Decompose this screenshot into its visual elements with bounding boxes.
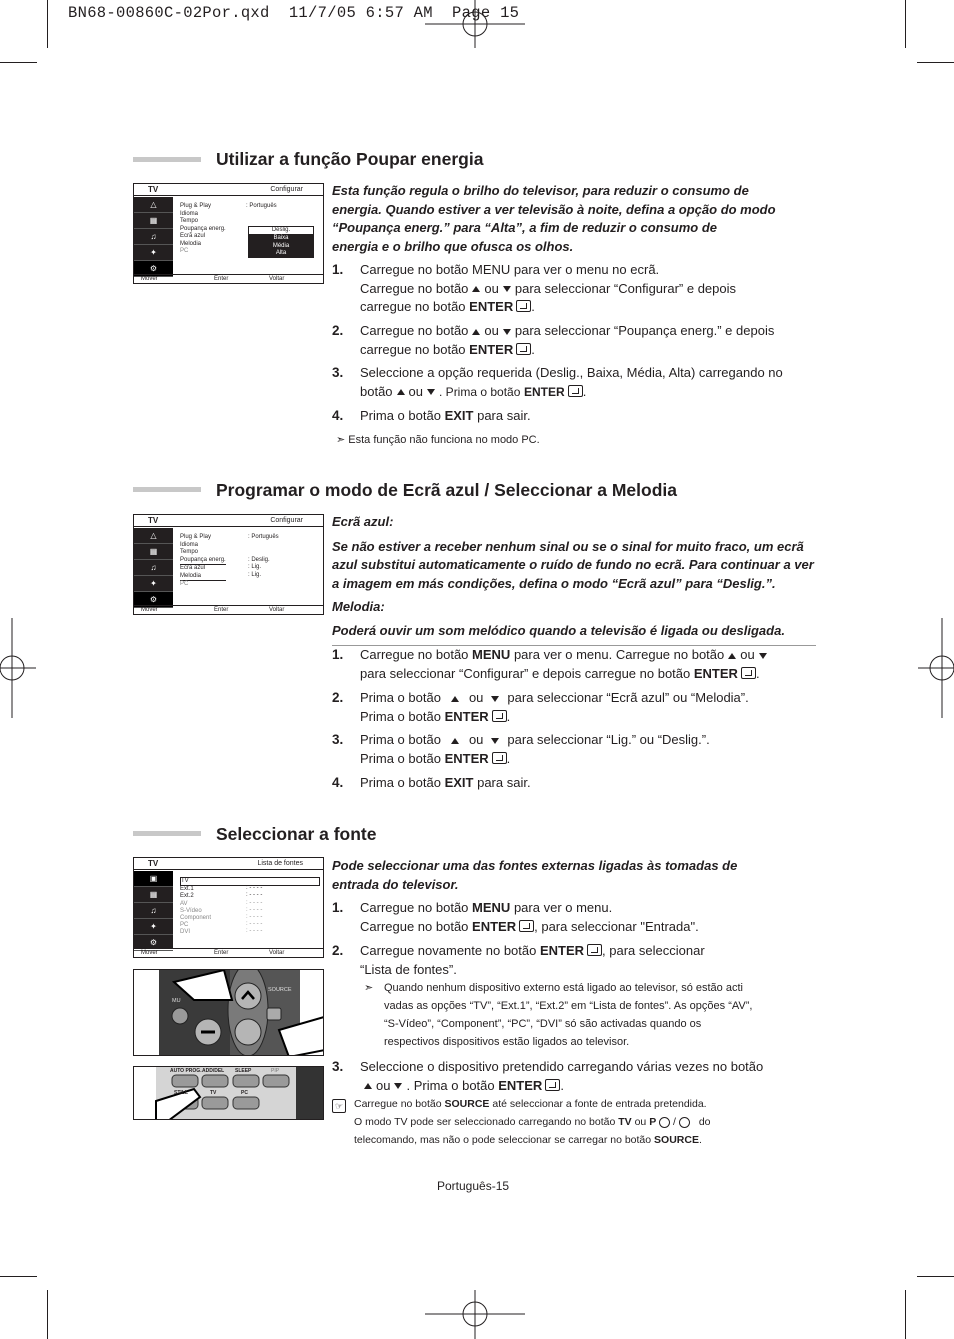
ecra-label: Ecrã azul: [332,514,394,529]
registration-mark-left [0,618,40,718]
osd-enter-hint: Enter [214,607,229,613]
enter-icon [516,343,531,355]
registration-mark-right [914,618,954,718]
osd-move-hint: Mover [141,276,158,282]
note-arrow-icon: ➣ [364,982,374,994]
osd-option: Média [248,243,314,251]
osd-value: : Português [246,203,277,209]
enter-icon [545,1079,560,1091]
osd-enter-hint: Enter [214,950,229,956]
button-label: PIP [271,1068,280,1074]
down-arrow-icon [759,653,767,659]
section-title: Seleccionar a fonte [216,824,377,844]
setup-icon: ⚙ [134,592,173,608]
picture-icon: ▦ [134,213,173,229]
button-label: PC [241,1090,248,1096]
osd-item: PC [180,248,189,254]
osd-item: PC [180,922,189,929]
enter-icon [519,920,534,932]
osd-value: : - - - - [246,892,263,899]
enter-icon [492,710,507,722]
channel-up-icon [659,1117,670,1128]
remote-control-image [133,969,324,1056]
step-3: 3. Prima o botão ou para seleccionar “Lig.” ou “Deslig.”. Prima o botão ENTER . [332,732,710,766]
setup-icon: ⚙ [134,935,173,951]
osd-item: Ecrã azul [180,233,206,239]
down-arrow-icon [491,696,499,702]
osd-source-list-screen [133,857,324,958]
button-label: TV [210,1090,217,1096]
registration-mark-bottom [425,1290,535,1339]
section-title: Utilizar a função Poupar energia [216,149,484,169]
enter-icon [568,385,583,397]
note-arrow-icon: ➣ [336,434,346,446]
down-arrow-icon [394,1083,402,1089]
osd-value: : - - - - [246,914,263,921]
step-2: 2. Carregue novamente no botão ENTER , para seleccionar “Lista de fontes”. [332,943,705,977]
osd-item: Plug & Play [180,534,212,540]
osd-tv-label: TV [148,516,159,525]
osd-item: Poupança energ. [180,556,226,563]
picture-icon: ▦ [134,887,173,903]
channel-icon: ✦ [134,576,173,592]
section-bar [133,157,201,162]
osd-tv-label: TV [148,185,159,194]
button-label: AUTO PROG. [170,1068,202,1074]
osd-value: : - - - - [246,899,263,906]
intro-line: Esta função regula o brilho do televisor, para reduzir o consumo de [332,183,749,198]
up-arrow-icon [397,389,405,395]
osd-item-selected: TV [180,877,320,886]
channel-icon: ✦ [134,919,173,935]
osd-item: Tempo [180,549,199,555]
osd-move-hint: Mover [141,607,158,613]
step-4: 4. Prima o botão EXIT para sair. [332,775,531,790]
osd-value: : - - - - [246,906,263,913]
osd-title: Configurar [270,517,303,524]
osd-item: Melodia [180,573,226,582]
osd-item: S-Vídeo [180,907,202,914]
remote-control-image [133,1066,324,1120]
input-icon: ▣ [134,871,173,887]
osd-return-hint: Voltar [269,276,285,282]
down-arrow-icon [491,738,499,744]
file-header: BN68-00860C-02Por.qxd 11/7/05 6:57 AM Page 15 [68,4,520,22]
section-title: Programar o modo de Ecrã azul / Seleccionar a Melodia [216,480,677,500]
osd-item: Idioma [180,210,199,217]
remote-control-illustration [134,1067,324,1120]
button-label: STILL [174,1090,188,1096]
up-arrow-icon [451,738,459,744]
osd-option: Alta [248,250,314,258]
osd-configurar-screen [133,514,324,615]
enter-icon [587,944,602,956]
section-bar [133,487,201,492]
up-arrow-icon [472,286,480,292]
antenna-icon: △ [134,197,173,213]
step-2: 2. Carregue no botão ou para seleccionar “Poupança energ.” e depois carregue no botão ENTER . [332,323,775,357]
note-hand-icon: ☞ [332,1099,346,1113]
osd-item: PC [180,581,189,587]
osd-item: Melodia [180,240,202,247]
channel-down-icon [679,1117,690,1128]
down-arrow-icon [503,329,511,335]
intro-line: “Poupança energ.” para “Alta”, a fim de reduzir o consumo de [332,220,718,235]
up-arrow-icon [472,329,480,335]
button-label: ADD/DEL [202,1068,225,1074]
step-3: 3. Seleccione o dispositivo pretendido carregando várias vezes no botão ou . Prima o botão ENTER . [332,1059,764,1093]
osd-value: : Lig. [248,571,262,578]
osd-title: Configurar [270,186,303,193]
button-label: SLEEP [235,1068,252,1074]
down-arrow-icon [503,286,511,292]
melodia-label: Melodia: [332,599,385,614]
osd-return-hint: Voltar [269,607,285,613]
osd-item: Plug & Play [180,203,212,209]
up-arrow-icon [728,653,736,659]
osd-value: : - - - - [246,921,263,928]
up-arrow-icon [364,1083,372,1089]
osd-item: DVI [180,929,191,936]
osd-option-selected: Deslig. [248,226,314,236]
setup-icon: ⚙ [134,261,173,277]
osd-value: : Lig. [248,564,262,570]
step-4: 4. Prima o botão EXIT para sair. [332,408,531,423]
intro-line: entrada do televisor. [332,876,459,892]
step-3: 3. Seleccione a opção requerida (Deslig., Baixa, Média, Alta) carregando no botão ou . Prima o botão ENTER . [332,365,783,399]
remote-control-illustration [134,970,324,1056]
intro-line: energia. Quando estiver a ver televisão à noite, defina a opção do modo [332,201,776,217]
intro-line: energia e o brilho que ofusca os olhos. [332,238,574,254]
step-1: 1. Carregue no botão MENU para ver o menu. Carregue no botão ENTER , para seleccionar "Entrada". [332,900,699,934]
osd-title: Lista de fontes [257,860,303,867]
picture-icon: ▦ [134,544,173,560]
osd-tv-label: TV [148,859,159,868]
osd-value: : - - - - [246,885,263,892]
osd-enter-hint: Enter [214,276,229,282]
antenna-icon: △ [134,528,173,544]
section-bar [133,831,201,836]
enter-icon [516,300,531,312]
osd-item: Ext.1 [180,886,194,893]
channel-icon: ✦ [134,245,173,261]
page-number: Português-15 [437,1179,510,1193]
sound-icon: ♫ [134,560,173,576]
intro-line: azul substitui automaticamente o ruído de fundo no ecrã. Para continuar a ver [332,557,814,572]
sound-icon: ♫ [134,229,173,245]
sound-icon: ♫ [134,903,173,919]
up-arrow-icon [451,696,459,702]
osd-item: Tempo [180,218,199,224]
osd-item: Ecrã azul [180,564,226,573]
osd-value: : - - - - [246,928,263,935]
melodia-text: Poderá ouvir um som melódico quando a televisão é ligada ou desligada. [332,622,785,638]
tip: ☞ Carregue no botão SOURCE até seleccionar a fonte de entrada pretendida. O modo TV pode ser seleccionado carregando no botão TV ou P / do telecomando, mas não o pode seleccionar se carregar no botão SOURCE. [332,1095,802,1149]
osd-move-hint: Mover [141,950,158,956]
osd-return-hint: Voltar [269,950,285,956]
enter-icon [492,752,507,764]
step-2: 2. Prima o botão ou para seleccionar “Ecrã azul” ou “Melodia”. Prima o botão ENTER . [332,690,749,724]
step-1: 1. Carregue no botão MENU para ver o menu. Carregue no botão ou para seleccionar “Configurar” e depois carregue no botão ENTER . [332,646,822,683]
osd-item: Idioma [180,541,199,548]
mute-label: MU [172,998,181,1004]
osd-item: Ext.2 [180,893,194,900]
osd-option: Baixa [248,235,314,243]
osd-configurar-screen [133,183,324,284]
osd-item: AV [180,900,188,907]
note: ➣ Quando nenhum dispositivo externo está ligado ao televisor, só estão acti vadas as opções “TV”, “Ext.1”, “Ext.2” em “Lista de fontes”. As opções “AV”, “S-Vídeo”, “Component”, “PC”, “DVI” só são activadas quando os respectivos dispositivos estão ligados ao televisor. [364,979,814,1051]
note: ➣ Esta função não funciona no modo PC. [336,434,540,446]
enter-icon [741,667,756,679]
intro-line: Se não estiver a receber nenhum sinal ou se o sinal for muito fraco, um ecrã [332,538,804,554]
intro-line: Pode seleccionar uma das fontes externas ligadas às tomadas de [332,858,738,873]
osd-item: Component [180,915,212,922]
osd-value: : Português [248,534,279,540]
down-arrow-icon [427,389,435,395]
step-1: 1. Carregue no botão MENU para ver o menu no ecrã. Carregue no botão ou para seleccionar “Configurar” e depois carregue no botão ENTER . [332,262,737,314]
source-label: SOURCE [268,987,292,993]
osd-item: Poupança energ. [180,225,226,232]
intro-line: a imagem em más condições, defina o modo “Ecrã azul” para “Deslig.”. [332,575,776,591]
osd-value: : Deslig. [248,556,270,563]
